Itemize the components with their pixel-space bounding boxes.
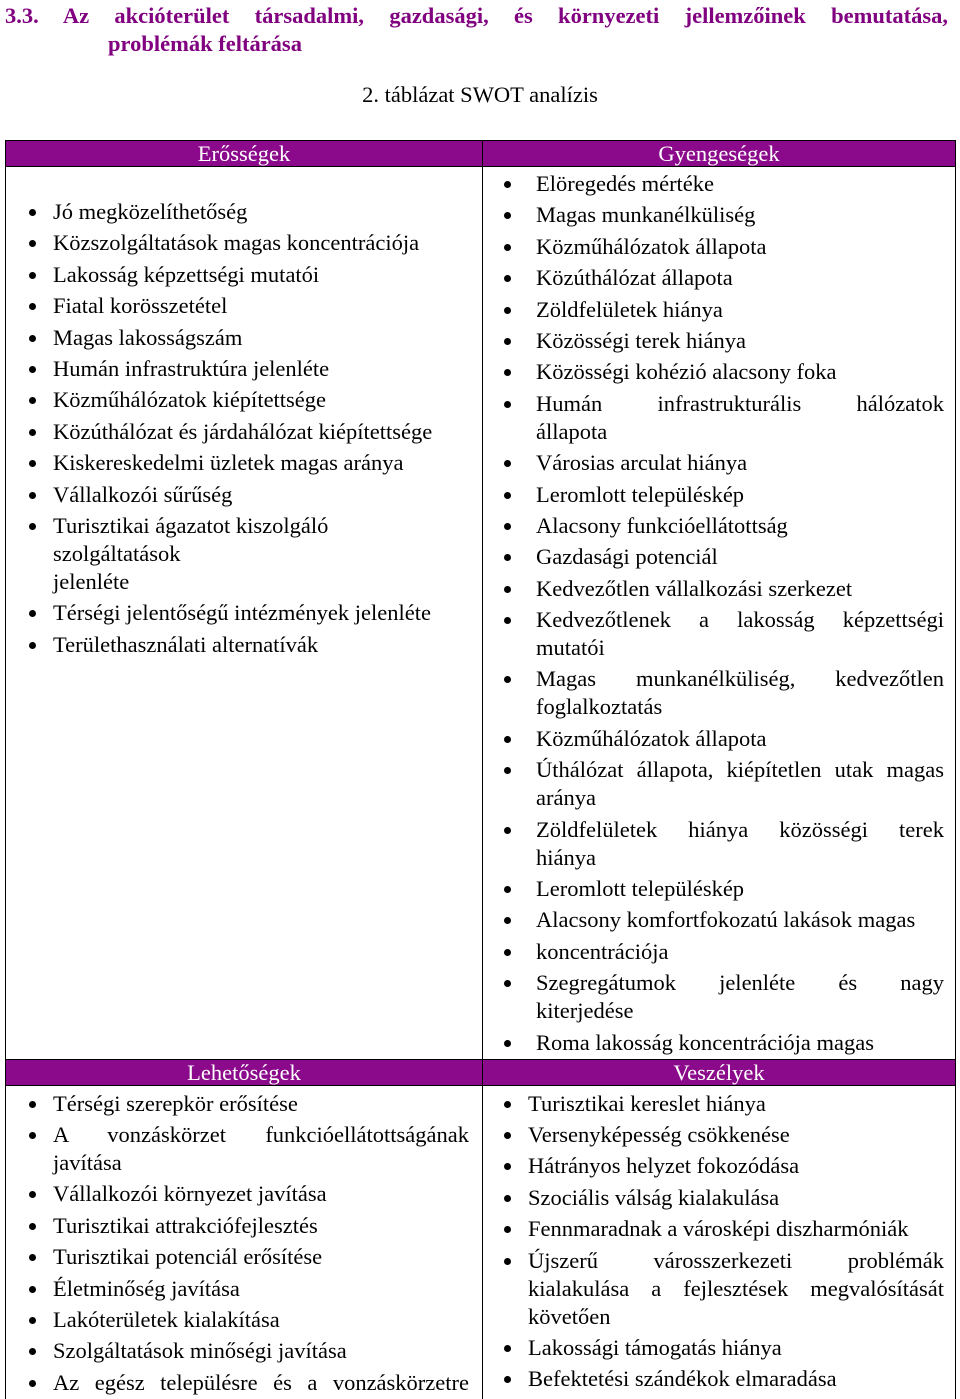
strengths-item-line: Területhasználati alternatívák <box>53 631 319 657</box>
opportunities-item <box>53 1337 469 1365</box>
opportunities-header: Lehetőségek <box>6 1060 483 1086</box>
section-heading <box>5 2 948 58</box>
weaknesses-list <box>483 170 955 1057</box>
weaknesses-item <box>536 575 944 603</box>
bullet-icon <box>29 1348 36 1355</box>
weaknesses-item-line: kiterjedése <box>536 998 634 1024</box>
bullet-icon <box>504 676 511 683</box>
opportunities-item <box>53 1306 469 1334</box>
threats-item <box>528 1152 944 1180</box>
weaknesses-cell <box>483 167 956 1060</box>
weaknesses-item <box>536 264 944 292</box>
bullet-icon <box>504 1345 511 1352</box>
strengths-item <box>53 631 469 659</box>
weaknesses-item-line: Kedvezőtlen vállalkozási szerkezet <box>536 575 853 601</box>
threats-item-line: Szociális válság kialakulása <box>528 1184 780 1210</box>
weaknesses-item-line: Alacsony komfortfokozatú lakások magas <box>536 907 916 933</box>
threats-item <box>528 1334 944 1362</box>
bullet-icon <box>504 369 511 376</box>
strengths-item-line: szolgáltatások <box>53 540 181 566</box>
bullet-icon <box>29 1380 36 1387</box>
strengths-item-line: Humán infrastruktúra jelenléte <box>53 355 330 381</box>
weaknesses-item <box>536 969 944 1025</box>
weaknesses-item <box>536 875 944 903</box>
opportunities-item-line: javítása <box>53 1149 122 1175</box>
weaknesses-item-line: Zöldfelületek hiánya <box>536 296 723 322</box>
weaknesses-item <box>536 725 944 753</box>
bullet-icon <box>504 1132 511 1139</box>
strengths-item <box>53 512 469 596</box>
threats-item-line: kialakulása a fejlesztések megvalósítását <box>528 1275 944 1301</box>
weaknesses-item <box>536 201 944 229</box>
opportunities-item-line: Szolgáltatások minőségi javítása <box>53 1338 347 1364</box>
weaknesses-item <box>536 390 944 446</box>
weaknesses-item-line: Leromlott településkép <box>536 876 745 902</box>
strengths-item-line: Kiskereskedelmi üzletek magas aránya <box>53 450 404 476</box>
threats-item-line: Lakossági támogatás hiánya <box>528 1334 782 1360</box>
strengths-item-line: Térségi jelentőségű intézmények jelenléte <box>53 600 431 626</box>
weaknesses-item-line: foglalkoztatás <box>536 694 663 720</box>
strengths-item-line: jelenléte <box>53 568 130 594</box>
weaknesses-item <box>536 327 944 355</box>
weaknesses-item-line: Roma lakosság koncentrációja magas <box>536 1029 875 1055</box>
threats-cell <box>483 1086 956 1399</box>
bullet-icon <box>29 240 36 247</box>
bullet-icon <box>29 335 36 342</box>
bullet-icon <box>29 642 36 649</box>
opportunities-item <box>53 1243 469 1271</box>
strengths-item <box>53 481 469 509</box>
threats-header: Veszélyek <box>483 1060 956 1086</box>
strengths-item <box>53 324 469 352</box>
bullet-icon <box>29 1254 36 1261</box>
bullet-icon <box>504 767 511 774</box>
bullet-icon <box>29 460 36 467</box>
weaknesses-item-line: Szegregátumok jelenléte és nagy <box>536 970 944 996</box>
opportunities-item-line: Turisztikai potenciál erősítése <box>53 1244 323 1270</box>
weaknesses-item <box>536 512 944 540</box>
weaknesses-item <box>536 358 944 386</box>
weaknesses-item-line: Közműhálózatok állapota <box>536 233 767 259</box>
bullet-icon <box>29 429 36 436</box>
bullet-icon <box>29 523 36 530</box>
weaknesses-item-line: aránya <box>536 785 596 811</box>
weaknesses-item <box>536 938 944 966</box>
bullet-icon <box>504 244 511 251</box>
section-heading-line-1: 3.3. Az akcióterület társadalmi, gazdasági, és környezeti jellemzőinek bemutatása, <box>5 3 948 28</box>
weaknesses-item-line: Kedvezőtlenek a lakosság képzettségi <box>536 607 944 633</box>
strengths-item-line: Turisztikai ágazatot kiszolgáló <box>53 512 329 538</box>
bullet-icon <box>504 307 511 314</box>
opportunities-item-line: Lakóterületek kialakítása <box>53 1306 280 1332</box>
bullet-icon <box>504 1101 511 1108</box>
strengths-item <box>53 198 469 226</box>
opportunities-item <box>53 1275 469 1303</box>
bullet-icon <box>504 460 511 467</box>
bullet-icon <box>504 492 511 499</box>
weaknesses-item-line: Közösségi kohézió alacsony foka <box>536 359 837 385</box>
threats-item-line: Újszerű városszerkezeti problémák <box>528 1247 944 1273</box>
opportunities-cell <box>6 1086 483 1399</box>
threats-item <box>528 1090 944 1118</box>
bullet-icon <box>504 1258 511 1265</box>
strengths-header: Erősségek <box>6 141 483 167</box>
bullet-icon <box>29 1191 36 1198</box>
weaknesses-item-line: Humán infrastrukturális hálózatok <box>536 390 944 416</box>
opportunities-item <box>53 1212 469 1240</box>
bullet-icon <box>29 1101 36 1108</box>
bullet-icon <box>504 586 511 593</box>
strengths-item-line: Vállalkozói sűrűség <box>53 481 233 507</box>
weaknesses-item-line: Közúthálózat állapota <box>536 265 733 291</box>
strengths-item <box>53 292 469 320</box>
bullet-icon <box>504 886 511 893</box>
bullet-icon <box>29 1317 36 1324</box>
strengths-item <box>53 599 469 627</box>
weaknesses-item-line: állapota <box>536 418 608 444</box>
threats-item <box>528 1247 944 1331</box>
weaknesses-item-line: hiánya <box>536 844 596 870</box>
bullet-icon <box>504 275 511 282</box>
weaknesses-item <box>536 481 944 509</box>
bullet-icon <box>29 366 36 373</box>
bullet-icon <box>504 980 511 987</box>
weaknesses-item-line: Elöregedés mértéke <box>536 171 715 196</box>
bullet-icon <box>29 610 36 617</box>
weaknesses-item <box>536 449 944 477</box>
weaknesses-item <box>536 906 944 934</box>
bullet-icon <box>504 554 511 561</box>
bullet-icon <box>504 1195 511 1202</box>
bullet-icon <box>29 272 36 279</box>
threats-item-line: Fennmaradnak a városképi diszharmóniák <box>528 1216 909 1242</box>
bullet-icon <box>29 209 36 216</box>
weaknesses-item <box>536 816 944 872</box>
weaknesses-item <box>536 296 944 324</box>
strengths-item-line: Fiatal korösszetétel <box>53 293 228 319</box>
opportunities-item <box>53 1369 469 1397</box>
threats-item-line: követően <box>528 1303 611 1329</box>
weaknesses-item-line: Leromlott településkép <box>536 481 745 507</box>
bullet-icon <box>504 1040 511 1047</box>
opportunities-item-line: Az egész településre és a vonzáskörzetre <box>53 1369 469 1395</box>
strengths-item-line: Magas lakosságszám <box>53 324 243 350</box>
weaknesses-item-line: Magas munkanélküliség <box>536 202 756 228</box>
strengths-cell <box>6 167 483 1060</box>
bullet-icon <box>504 1163 511 1170</box>
bullet-icon <box>504 181 511 188</box>
strengths-item-line: Közszolgáltatások magas koncentrációja <box>53 230 420 256</box>
strengths-item <box>53 418 469 446</box>
bullet-icon <box>504 1376 511 1383</box>
bullet-icon <box>29 1286 36 1293</box>
weaknesses-item-line: Gazdasági potenciál <box>536 544 718 570</box>
opportunities-item-line: A vonzáskörzet funkcióellátottságának <box>53 1121 469 1147</box>
weaknesses-item-line: Úthálózat állapota, kiépítetlen utak magas <box>536 757 944 783</box>
bullet-icon <box>29 1132 36 1139</box>
weaknesses-item-line: Zöldfelületek hiánya közösségi terek <box>536 816 944 842</box>
strengths-item-line: Közúthálózat és járdahálózat kiépítettsége <box>53 418 433 444</box>
strengths-item <box>53 449 469 477</box>
bullet-icon <box>504 617 511 624</box>
table-caption: 2. táblázat SWOT analízis <box>362 82 598 107</box>
bullet-icon <box>504 827 511 834</box>
opportunities-item-line: Életminőség javítása <box>53 1275 240 1301</box>
bullet-icon <box>29 397 36 404</box>
threats-list <box>483 1090 955 1394</box>
weaknesses-item <box>536 665 944 721</box>
weaknesses-item-line: Közműhálózatok állapota <box>536 725 767 751</box>
opportunities-item-line: Térségi szerepkör erősítése <box>53 1090 298 1116</box>
threats-item <box>528 1121 944 1149</box>
strengths-item-line: Jó megközelíthetőség <box>53 199 248 224</box>
opportunities-item-line: Vállalkozói környezet javítása <box>53 1181 327 1207</box>
threats-item-line: Befektetési szándékok elmaradása <box>528 1366 837 1392</box>
bullet-icon <box>29 492 36 499</box>
bullet-icon <box>504 212 511 219</box>
strengths-item <box>53 355 469 383</box>
weaknesses-item <box>536 1029 944 1057</box>
bullet-icon <box>504 917 511 924</box>
threats-item-line: Hátrányos helyzet fokozódása <box>528 1153 800 1179</box>
weaknesses-item-line: koncentrációja <box>536 938 669 964</box>
bullet-icon <box>29 303 36 310</box>
opportunities-item-line: Turisztikai attrakciófejlesztés <box>53 1212 318 1238</box>
strengths-list <box>6 198 482 659</box>
bullet-icon <box>504 401 511 408</box>
weaknesses-item <box>536 233 944 261</box>
opportunities-list <box>6 1090 482 1397</box>
weaknesses-item-line: Magas munkanélküliség, kedvezőtlen <box>536 666 944 692</box>
weaknesses-item <box>536 170 944 198</box>
section-heading-line-2: problémák feltárása <box>108 31 302 56</box>
swot-table <box>5 140 956 1399</box>
bullet-icon <box>504 338 511 345</box>
bullet-icon <box>29 1223 36 1230</box>
weaknesses-item-line: Alacsony funkcióellátottság <box>536 512 788 538</box>
opportunities-item <box>53 1180 469 1208</box>
threats-item <box>528 1184 944 1212</box>
bullet-icon <box>504 736 511 743</box>
strengths-item-line: Lakosság képzettségi mutatói <box>53 261 320 287</box>
opportunities-item <box>53 1121 469 1177</box>
bullet-icon <box>504 1226 511 1233</box>
weaknesses-item-line: mutatói <box>536 635 605 661</box>
bullet-icon <box>504 523 511 530</box>
threats-item-line: Turisztikai kereslet hiánya <box>528 1090 766 1116</box>
strengths-item-line: Közműhálózatok kiépítettsége <box>53 387 327 413</box>
weaknesses-item-line: Városias arculat hiánya <box>536 450 748 476</box>
strengths-item <box>53 229 469 257</box>
strengths-item <box>53 261 469 289</box>
strengths-item <box>53 386 469 414</box>
weaknesses-header: Gyengeségek <box>483 141 956 167</box>
threats-item <box>528 1365 944 1393</box>
opportunities-item <box>53 1090 469 1118</box>
weaknesses-item-line: Közösségi terek hiánya <box>536 327 746 353</box>
weaknesses-item <box>536 756 944 812</box>
threats-item-line: Versenyképesség csökkenése <box>528 1121 790 1147</box>
bullet-icon <box>504 949 511 956</box>
weaknesses-item <box>536 606 944 662</box>
threats-item <box>528 1215 944 1243</box>
weaknesses-item <box>536 543 944 571</box>
